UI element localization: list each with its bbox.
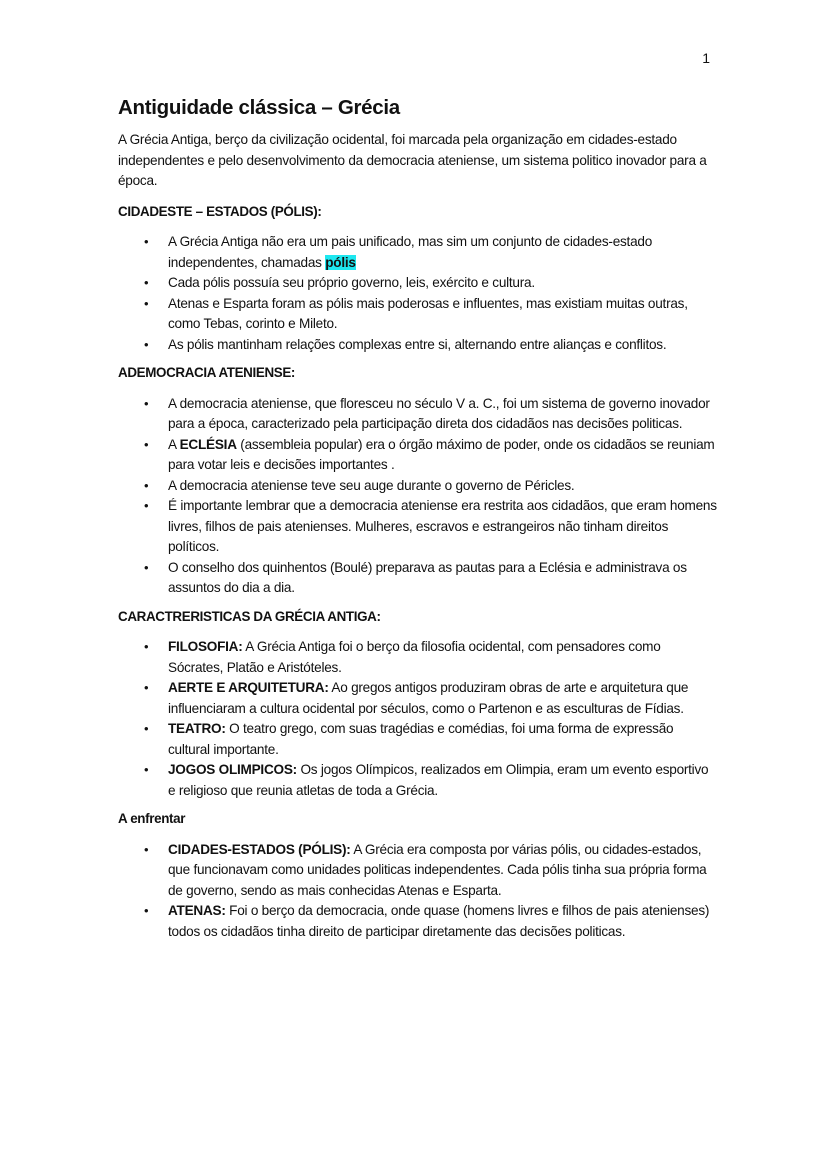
caracteristicas-list (118, 637, 718, 801)
section-heading-enfrentar: A enfrentar (118, 811, 186, 826)
list-item: • A Grécia Antiga não era um pais unificado, mas sim um conjunto de cidades-estado independentes, chamadas pólis (144, 234, 653, 270)
bullet-icon: • (144, 436, 149, 452)
bullet-icon: • (144, 234, 149, 249)
bold-term: CIDADES-ESTADOS (PÓLIS): (168, 841, 351, 857)
list-item: • JOGOS OLIMPICOS: Os jogos Olímpicos, realizados em Olimpia, eram um evento esportivo e religioso que reunia atletas de toda a Grécia. (144, 762, 709, 798)
bold-term: ECLÉSIA (179, 436, 237, 452)
list-item: • FILOSOFIA: A Grécia Antiga foi o berço da filosofia ocidental, com pensadores como Sócrates, Platão e Aristóteles. (144, 639, 661, 675)
list-item: • TEATRO: O teatro grego, com suas tragédias e comédias, foi uma forma de expressão cultural importante. (144, 721, 674, 757)
bullet-icon: • (144, 295, 149, 311)
bold-term: ATENAS: (168, 903, 226, 918)
list-item: • As pólis mantinham relações complexas entre si, alternando entre alianças e conflitos. (118, 335, 718, 356)
list-item: • A democracia ateniense teve seu auge durante o governo de Péricles. (118, 476, 718, 497)
bold-term: FILOSOFIA: (168, 639, 243, 654)
section-heading-caracteristicas: CARACTRERISTICAS DA GRÉCIA ANTIGA: (118, 608, 381, 624)
bullet-icon: • (144, 395, 149, 411)
list-item: • ATENAS: Foi o berço da democracia, onde quase (homens livres e filhos de pais atenienses) todos os cidadãos tinha direito de participar diretamente das decisões politicas. (144, 903, 710, 939)
list-item: • AERTE E ARQUITETURA: Ao gregos antigos produziram obras de arte e arquitetura que influenciaram a cultura ocidental por séculos, como o Partenon e as esculturas de Fídias. (144, 680, 689, 716)
list-item: • A ECLÉSIA (assembleia popular) era o órgão máximo de poder, onde os cidadãos se reuniam para votar leis e decisões importantes . (144, 436, 715, 472)
bullet-icon: • (144, 559, 149, 575)
intro-paragraph: A Grécia Antiga, berço da civilização ocidental, foi marcada pela organização em cidades-estado independentes e pelo desenvolvimento da democracia ateniense, um sistema politico inovador para a época. (118, 132, 707, 188)
bullet-icon: • (144, 498, 149, 513)
bullet-icon: • (144, 841, 149, 857)
list-item: • Cada pólis possuía seu próprio governo, leis, exército e cultura. (118, 273, 718, 294)
list-item: • O conselho dos quinhentos (Boulé) preparava as pautas para a Eclésia e administrava os assuntos do dia a dia. (144, 559, 687, 595)
bullet-icon: • (144, 721, 149, 736)
enfrentar-list (118, 840, 718, 943)
section-heading-polis: CIDADESTE – ESTADOS (PÓLIS): (118, 203, 322, 219)
bullet-icon: • (144, 680, 149, 695)
list-item: • A democracia ateniense, que floresceu no século V a. C., foi um sistema de governo inovador para a época, caracterizado pela participação direta dos cidadãos nas decisões politicas. (144, 395, 710, 431)
bullet-icon: • (144, 903, 149, 918)
democracia-list (118, 394, 718, 599)
bullet-icon: • (144, 639, 149, 654)
bullet-icon: • (144, 477, 149, 493)
list-item: • Atenas e Esparta foram as pólis mais poderosas e influentes, mas existiam muitas outras, como Tebas, corinto e Mileto. (144, 295, 688, 331)
document-body (118, 96, 718, 950)
bold-term: JOGOS OLIMPICOS: (168, 762, 297, 777)
bullet-icon: • (144, 762, 149, 777)
page-number: 1 (702, 50, 710, 66)
bullet-icon: • (144, 336, 149, 352)
bullet-icon: • (144, 275, 149, 290)
highlighted-term: pólis (325, 254, 356, 270)
section-heading-democracia: ADEMOCRACIA ATENIENSE: (118, 365, 296, 380)
list-item: • É importante lembrar que a democracia ateniense era restrita aos cidadãos, que eram homens livres, filhos de pais atenienses. Mulheres, escravos e estrangeiros não tinham direitos políticos. (144, 498, 717, 554)
page-title: Antiguidade clássica – Grécia (118, 96, 400, 119)
bold-term: AERTE E ARQUITETURA: (168, 680, 329, 695)
polis-list (118, 232, 718, 355)
bold-term: TEATRO: (168, 721, 226, 736)
list-item: • CIDADES-ESTADOS (PÓLIS): A Grécia era composta por várias pólis, ou cidades-estados, que funcionavam como unidades politicas independentes. Cada pólis tinha sua própria forma de governo, sendo as mais conhecidas Atenas e Esparta. (144, 841, 707, 898)
